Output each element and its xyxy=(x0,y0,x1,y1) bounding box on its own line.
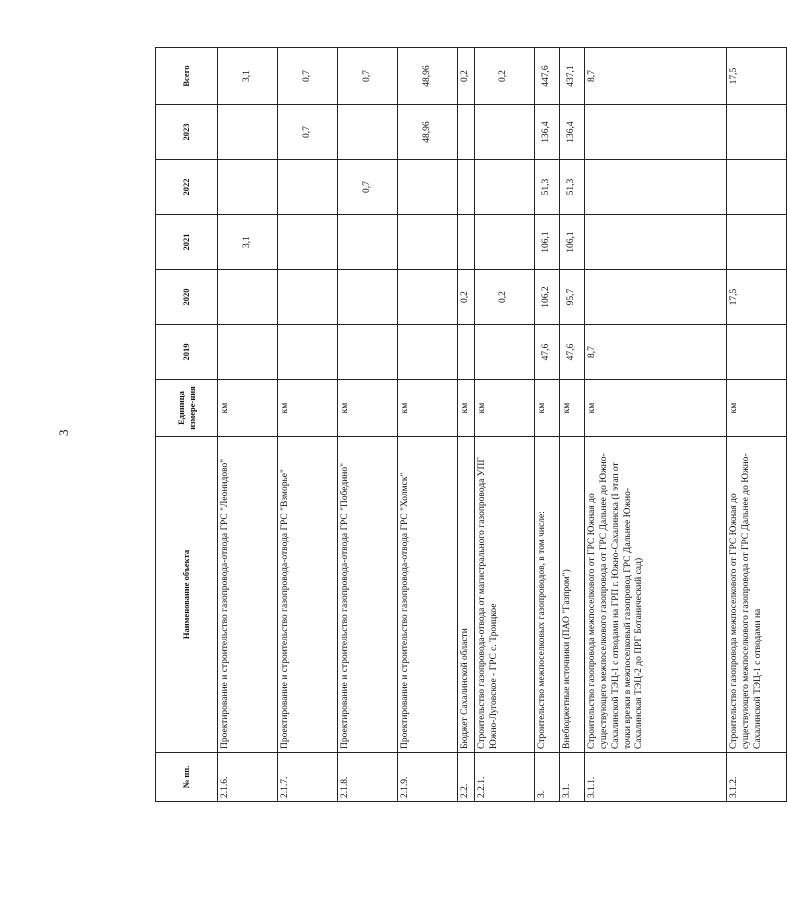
row-2020: 106,2 xyxy=(534,270,559,325)
row-object-name: Строительство газопровода межпоселкового от ГРС Южная до существующего межпоселкового газопровода от ГРС Дальнее до Южно-Сахалинской ТЭЦ-1 с отводами на ГРП г. Южно-Сахалинска (I этап от точки врезки в межпоселковый газопровод ГРС Дальнее Южно-Сахалинская ТЭЦ-2 до ПРГ Ботанический сад) xyxy=(584,437,726,753)
row-total: 8,7 xyxy=(584,48,726,105)
header-2019: 2019 xyxy=(156,325,218,380)
row-index: 2.1.9. xyxy=(398,753,458,802)
row-2023 xyxy=(458,105,475,160)
row-2022 xyxy=(458,160,475,215)
row-2020: 0,2 xyxy=(474,270,534,325)
row-2023 xyxy=(474,105,534,160)
row-unit: км xyxy=(584,380,726,437)
row-unit: км xyxy=(474,380,534,437)
row-total: 17,5 xyxy=(726,48,786,105)
row-2022 xyxy=(584,160,726,215)
row-2019: 47,6 xyxy=(559,325,584,380)
row-index: 3. xyxy=(534,753,559,802)
row-total: 447,6 xyxy=(534,48,559,105)
row-unit: км xyxy=(278,380,338,437)
row-2023: 48,96 xyxy=(398,105,458,160)
row-2021 xyxy=(278,215,338,270)
row-unit: км xyxy=(458,380,475,437)
table-row xyxy=(534,48,559,802)
table-row xyxy=(584,48,726,802)
row-object-name: Строительство газопровода межпоселкового от ГРС Южная до существующего межпоселкового газопровода от ГРС Дальнее до Южно-Сахалинской ТЭЦ-1 с отводами на xyxy=(726,437,786,753)
row-index: 2.2. xyxy=(458,753,475,802)
row-2019 xyxy=(458,325,475,380)
row-total: 0,7 xyxy=(338,48,398,105)
header-index: № пп. xyxy=(156,753,218,802)
row-2022 xyxy=(474,160,534,215)
document-table-wrapper xyxy=(155,63,763,802)
row-2021: 106,1 xyxy=(534,215,559,270)
table-row xyxy=(559,48,584,802)
row-2020: 95,7 xyxy=(559,270,584,325)
table-row xyxy=(458,48,475,802)
row-2022: 0,7 xyxy=(338,160,398,215)
row-object-name: Проектирование и строительство газопровода-отвода ГРС "Взморье" xyxy=(278,437,338,753)
row-unit: км xyxy=(218,380,278,437)
row-object-name: Проектирование и строительство газопровода-отвода ГРС "Леонидово" xyxy=(218,437,278,753)
row-2019 xyxy=(278,325,338,380)
row-2021: 106,1 xyxy=(559,215,584,270)
row-total: 0,7 xyxy=(278,48,338,105)
row-2022: 51,3 xyxy=(559,160,584,215)
table-header-row xyxy=(156,48,218,802)
row-2019 xyxy=(398,325,458,380)
row-2020 xyxy=(398,270,458,325)
row-2019 xyxy=(474,325,534,380)
row-2022 xyxy=(278,160,338,215)
header-total: Всего xyxy=(156,48,218,105)
row-index: 2.1.6. xyxy=(218,753,278,802)
row-total: 0,2 xyxy=(474,48,534,105)
header-2022: 2022 xyxy=(156,160,218,215)
row-2023: 0,7 xyxy=(278,105,338,160)
table-row xyxy=(218,48,278,802)
row-2019: 47,6 xyxy=(534,325,559,380)
page-number: 3 xyxy=(56,429,71,436)
row-2019 xyxy=(218,325,278,380)
row-2019: 8,7 xyxy=(584,325,726,380)
table-row xyxy=(398,48,458,802)
row-2023 xyxy=(218,105,278,160)
row-index: 3.1.2. xyxy=(726,753,786,802)
table-row xyxy=(338,48,398,802)
row-2022 xyxy=(726,160,786,215)
row-2021: 3,1 xyxy=(218,215,278,270)
row-2022 xyxy=(398,160,458,215)
row-2020: 17,5 xyxy=(726,270,786,325)
row-object-name: Строительство межпоселковых газопроводов, в том числе: xyxy=(534,437,559,753)
row-2023 xyxy=(584,105,726,160)
row-object-name: Проектирование и строительство газопровода-отвода ГРС "Холмск" xyxy=(398,437,458,753)
header-2023: 2023 xyxy=(156,105,218,160)
row-object-name: Внебюджетные источники (ПАО "Газпром") xyxy=(559,437,584,753)
row-2021 xyxy=(398,215,458,270)
row-2020 xyxy=(278,270,338,325)
header-unit: Единица измере-ния xyxy=(156,380,218,437)
row-unit: км xyxy=(338,380,398,437)
row-2021 xyxy=(584,215,726,270)
header-object-name: Наименование объекта xyxy=(156,437,218,753)
row-2021 xyxy=(338,215,398,270)
row-2022 xyxy=(218,160,278,215)
header-2021: 2021 xyxy=(156,215,218,270)
row-2020 xyxy=(584,270,726,325)
row-unit: км xyxy=(726,380,786,437)
row-2020: 0,2 xyxy=(458,270,475,325)
row-2020 xyxy=(338,270,398,325)
table-row xyxy=(278,48,338,802)
row-object-name: Проектирование и строительство газопровода-отвода ГРС "Победино" xyxy=(338,437,398,753)
table-row xyxy=(474,48,534,802)
row-2021 xyxy=(726,215,786,270)
row-2023: 136,4 xyxy=(559,105,584,160)
header-2020: 2020 xyxy=(156,270,218,325)
table-row xyxy=(726,48,786,802)
row-2023 xyxy=(726,105,786,160)
row-unit: км xyxy=(534,380,559,437)
row-index: 3.1.1. xyxy=(584,753,726,802)
row-2023 xyxy=(338,105,398,160)
row-2021 xyxy=(474,215,534,270)
gas-pipeline-table xyxy=(155,47,787,802)
row-2022: 51,3 xyxy=(534,160,559,215)
row-2020 xyxy=(218,270,278,325)
row-index: 3.1. xyxy=(559,753,584,802)
row-2021 xyxy=(458,215,475,270)
row-total: 3,1 xyxy=(218,48,278,105)
row-unit: км xyxy=(559,380,584,437)
row-index: 2.2.1. xyxy=(474,753,534,802)
row-unit: км xyxy=(398,380,458,437)
row-2019 xyxy=(726,325,786,380)
row-index: 2.1.7. xyxy=(278,753,338,802)
row-object-name: Бюджет Сахалинской области xyxy=(458,437,475,753)
row-index: 2.1.8. xyxy=(338,753,398,802)
row-2023: 136,4 xyxy=(534,105,559,160)
row-object-name: Строительство газопровода-отвода от магистрального газопровода УПГ Южно-Луговское - ГРС с. Троицкое xyxy=(474,437,534,753)
row-total: 0,2 xyxy=(458,48,475,105)
row-2019 xyxy=(338,325,398,380)
row-total: 437,1 xyxy=(559,48,584,105)
row-total: 48,96 xyxy=(398,48,458,105)
